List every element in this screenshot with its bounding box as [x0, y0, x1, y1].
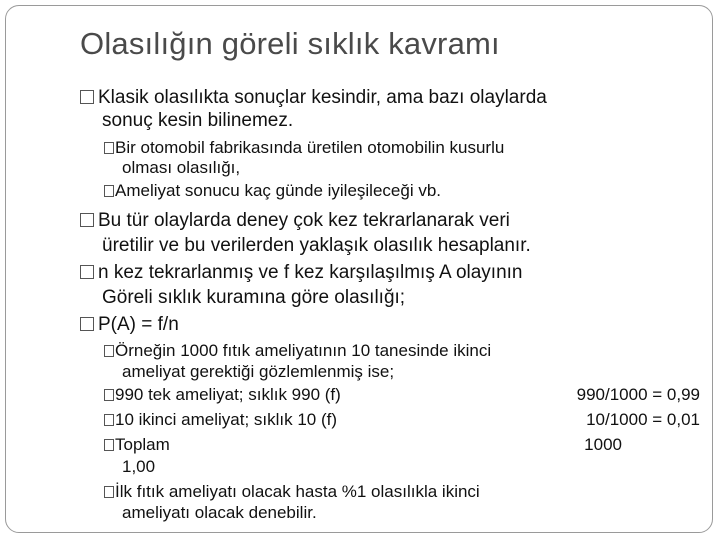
- checkbox-bullet-icon: [80, 213, 94, 227]
- sub-bullet-4-line-1: [104, 385, 341, 405]
- checkbox-bullet-icon: [80, 317, 94, 331]
- bullet-3-line-2: Göreli sıklık kuramına göre olasılığı;: [102, 287, 406, 308]
- sub-bullet-2-text: Ameliyat sonucu kaç günde iyileşileceği vb.: [115, 181, 442, 200]
- sub-bullet-3-line-1: [104, 341, 491, 361]
- bullet-4-line-1: [80, 314, 179, 336]
- sub-bullet-2-line-1: [104, 181, 441, 201]
- sub-bullet-icon: [104, 486, 114, 498]
- sub-bullet-4-result: 990/1000 = 0,99: [576, 385, 700, 404]
- bullet-4-text: P(A) = f/n: [98, 314, 179, 335]
- sub-bullet-4-text: 990 tek ameliyat; sıklık 990 (f): [115, 385, 341, 404]
- sub-bullet-6-text: Toplam: [115, 435, 170, 454]
- checkbox-bullet-icon: [80, 90, 94, 104]
- bullet-2-line-1: [80, 210, 510, 232]
- slide-title: Olasılığın göreli sıklık kavramı: [80, 26, 500, 61]
- sub-bullet-1-line-1: [104, 138, 504, 158]
- sub-bullet-icon: [104, 439, 114, 451]
- bullet-2-line-2: üretilir ve bu verilerden yaklaşık olasılık hesaplanır.: [102, 235, 531, 256]
- sub-bullet-5-result: 10/1000 = 0,01: [586, 410, 700, 429]
- sub-bullet-5-line-1: [104, 410, 337, 430]
- sub-bullet-6-line-1: [104, 435, 170, 455]
- sub-bullet-7-line-1: [104, 482, 480, 502]
- bullet-1-line-2: sonuç kesin bilinemez.: [102, 110, 294, 131]
- sub-bullet-5-text: 10 ikinci ameliyat; sıklık 10 (f): [115, 410, 338, 429]
- bullet-2-text: Bu tür olaylarda deney çok kez tekrarlanarak veri: [98, 210, 510, 231]
- sub-bullet-1-line-2: olması olasılığı,: [122, 158, 241, 177]
- bullet-3-text: n kez tekrarlanmış ve f kez karşılaşılmış A olayının: [98, 262, 523, 283]
- sub-bullet-icon: [104, 414, 114, 426]
- sub-bullet-7-text: İlk fıtık ameliyatı olacak hasta %1 olasılıkla ikinci: [115, 482, 480, 501]
- sub-bullet-3-text: Örneğin 1000 fıtık ameliyatının 10 tanesinde ikinci: [115, 341, 492, 360]
- sub-bullet-icon: [104, 185, 114, 197]
- sub-bullet-6-result: 1000: [584, 435, 622, 454]
- bullet-1-text: Klasik olasılıkta sonuçlar kesindir, ama bazı olaylarda: [98, 87, 547, 108]
- sub-bullet-3-line-2: ameliyat gerektiği gözlemlenmiş ise;: [122, 362, 395, 381]
- sub-bullet-1-text: Bir otomobil fabrikasında üretilen otomobilin kusurlu: [115, 138, 505, 157]
- sub-bullet-icon: [104, 142, 114, 154]
- sub-bullet-6-line-2: 1,00: [122, 457, 156, 476]
- bullet-1-line-1: [80, 87, 547, 109]
- sub-bullet-7-line-2: ameliyatı olacak denebilir.: [122, 503, 317, 522]
- sub-bullet-icon: [104, 389, 114, 401]
- sub-bullet-icon: [104, 345, 114, 357]
- checkbox-bullet-icon: [80, 265, 94, 279]
- bullet-3-line-1: [80, 262, 523, 284]
